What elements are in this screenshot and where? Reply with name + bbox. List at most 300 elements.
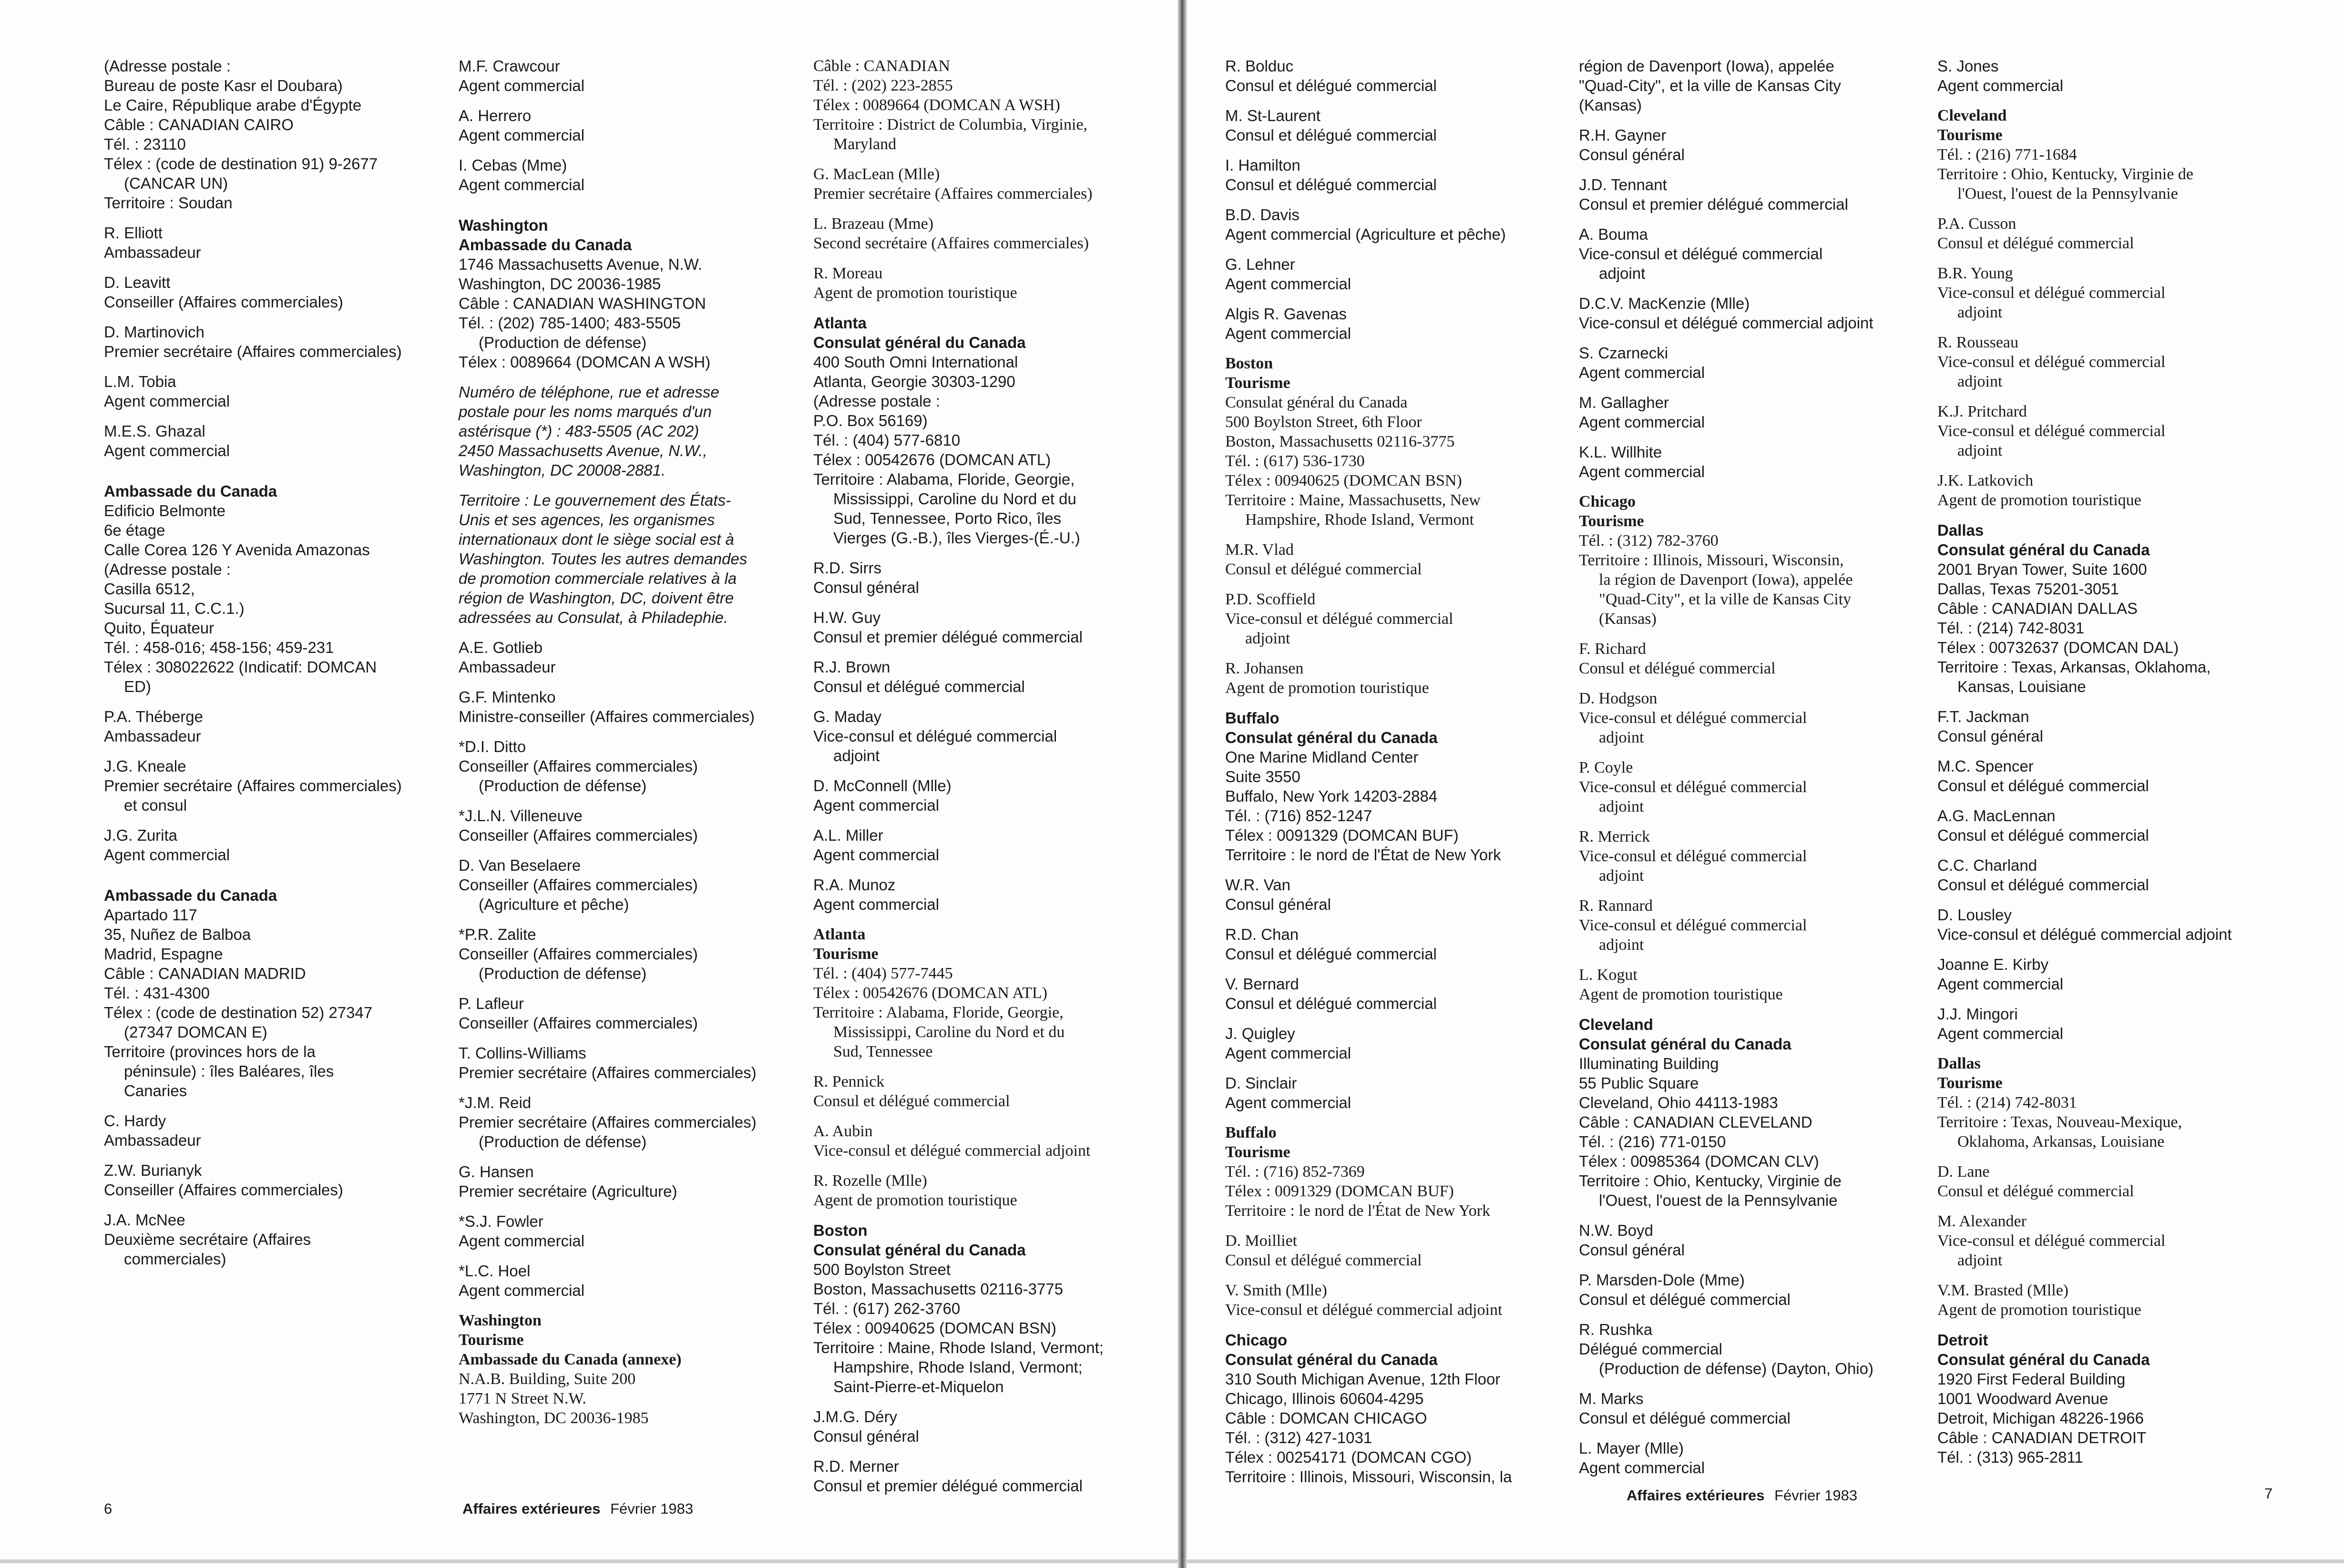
- entry-line: Mississippi, Caroline du Nord et du: [833, 490, 1076, 508]
- directory-entry: [813, 164, 1166, 204]
- directory-entry: [1579, 689, 1934, 747]
- entry-line: Consul et premier délégué commercial: [1579, 195, 1848, 213]
- directory-entry: [104, 825, 457, 865]
- entry-line: V.M. Brasted (Mlle): [1937, 1282, 2069, 1299]
- office-heading: [1937, 106, 2300, 145]
- directory-entry: [459, 925, 811, 983]
- entry-line: Conseiller (Affaires commerciales): [104, 1181, 343, 1199]
- entry-line: Quito, Équateur: [104, 619, 215, 637]
- entry-line: (CANCAR UN): [124, 174, 228, 192]
- directory-entry: [1579, 639, 1934, 678]
- entry-line: R. Pennick: [813, 1073, 885, 1090]
- right-footer: [1627, 1487, 1857, 1504]
- directory-entry: [104, 421, 457, 460]
- entry-line: Detroit, Michigan 48226-1966: [1937, 1409, 2144, 1427]
- entry-line: péninsule) : îles Baléares, îles: [124, 1062, 334, 1080]
- entry-line: Saint-Pierre-et-Miquelon: [833, 1378, 1004, 1395]
- entry-line: Consul général: [1579, 1241, 1685, 1259]
- entry-line: R. Rozelle (Mlle): [813, 1172, 927, 1190]
- entry-line: One Marine Midland Center: [1225, 748, 1419, 766]
- entry-line: G. Hansen: [459, 1163, 534, 1181]
- directory-entry: [813, 707, 1166, 765]
- directory-entry: [1579, 442, 1934, 481]
- entry-line: R. Bolduc: [1225, 57, 1294, 75]
- left-page-number: 6: [104, 1500, 113, 1517]
- entry-line: (Adresse postale :: [104, 57, 231, 75]
- left-column-2: [459, 56, 811, 1428]
- office-address: [1225, 1162, 1580, 1221]
- entry-line: J.G. Zurita: [104, 826, 178, 844]
- entry-line: Consul et délégué commercial: [1225, 560, 1422, 578]
- entry-line: Boston: [813, 1222, 868, 1239]
- entry-line: Télex : (code de destination 52) 27347: [104, 1004, 373, 1021]
- entry-line: Vice-consul et délégué commercial: [813, 727, 1057, 745]
- directory-entry: [1937, 707, 2300, 746]
- entry-line: Télex : 00542676 (DOMCAN ATL): [813, 451, 1051, 468]
- directory-entry: [104, 481, 457, 696]
- left-footer: [462, 1500, 693, 1517]
- entry-line: Z.W. Burianyk: [104, 1161, 202, 1179]
- entry-line: Câble : CANADIAN DALLAS: [1937, 600, 2138, 617]
- directory-entry: [459, 155, 811, 194]
- directory-entry: [104, 56, 457, 213]
- entry-line: Premier secrétaire (Affaires commerciales): [813, 185, 1093, 203]
- directory-entry: [1937, 1212, 2300, 1270]
- entry-line: K.L. Willhite: [1579, 443, 1662, 461]
- entry-line: Dallas, Texas 75201-3051: [1937, 580, 2119, 598]
- entry-line: *J.L.N. Villeneuve: [459, 807, 583, 825]
- entry-line: Consul et délégué commercial: [1225, 77, 1437, 94]
- entry-line: Délégué commercial: [1579, 1340, 1722, 1358]
- entry-line: Tourisme: [1937, 126, 2003, 144]
- directory-entry: [104, 756, 457, 815]
- directory-entry: [1579, 758, 1934, 816]
- entry-line: Consulat général du Canada: [1225, 394, 1408, 411]
- entry-line: Joanne E. Kirby: [1937, 956, 2048, 973]
- entry-line: S. Jones: [1937, 57, 1999, 75]
- directory-entry: [459, 855, 811, 914]
- entry-line: Câble : CANADIAN: [813, 57, 951, 75]
- directory-entry: [459, 382, 811, 480]
- entry-line: P. Coyle: [1579, 759, 1633, 776]
- office-address: [1937, 1093, 2300, 1151]
- entry-line: Télex : 0091329 (DOMCAN BUF): [1225, 826, 1459, 844]
- entry-line: Conseiller (Affaires commerciales): [104, 293, 343, 311]
- entry-line: Tél. : 23110: [104, 135, 186, 153]
- directory-entry: [1579, 393, 1934, 432]
- entry-line: R.D. Sirrs: [813, 559, 881, 577]
- entry-line: (Kansas): [1579, 96, 1642, 114]
- entry-line: 1920 First Federal Building: [1937, 1370, 2126, 1388]
- entry-line: adjoint: [1599, 265, 1646, 282]
- entry-line: Agent commercial: [813, 846, 940, 864]
- entry-line: l'Ouest, l'ouest de la Pennsylvanie: [1957, 185, 2178, 203]
- right-page-number: 7: [2264, 1485, 2273, 1502]
- directory-entry: [104, 1111, 457, 1150]
- entry-line: Consulat général du Canada: [1937, 1351, 2150, 1368]
- directory-entry: [1937, 1162, 2300, 1201]
- entry-line: Ambassade du Canada: [104, 886, 277, 904]
- directory-entry: [459, 1311, 811, 1428]
- entry-line: D. Sinclair: [1225, 1074, 1297, 1092]
- directory-entry: [1225, 106, 1580, 145]
- office-address: [1579, 1054, 1934, 1210]
- entry-line: Télex : 00940625 (DOMCAN BSN): [813, 1319, 1056, 1337]
- entry-line: (27347 DOMCAN E): [124, 1023, 267, 1041]
- entry-line: J.D. Tennant: [1579, 176, 1667, 193]
- directory-entry: [1937, 264, 2300, 322]
- entry-line: Télex : 00254171 (DOMCAN CGO): [1225, 1448, 1472, 1466]
- entry-line: J. Quigley: [1225, 1025, 1295, 1042]
- office-heading: [813, 1221, 1166, 1260]
- entry-line: Ambassadeur: [104, 244, 201, 261]
- entry-line: Conseiller (Affaires commerciales): [459, 1014, 698, 1032]
- entry-line: Vice-consul et délégué commercial: [1579, 916, 1807, 934]
- entry-line: N.A.B. Building, Suite 200: [459, 1370, 636, 1388]
- directory-entry: [813, 1171, 1166, 1210]
- entry-line: Le Caire, République arabe d'Égypte: [104, 96, 362, 114]
- directory-entry: [1579, 343, 1934, 382]
- entry-line: Tél. : (716) 852-7369: [1225, 1163, 1365, 1181]
- directory-entry: [1937, 214, 2300, 253]
- entry-line: Washington, DC 20008-2881.: [459, 461, 666, 479]
- entry-line: Agent commercial: [104, 392, 230, 410]
- entry-line: D. Lane: [1937, 1163, 1990, 1181]
- entry-line: R. Elliott: [104, 224, 163, 242]
- entry-line: 1001 Woodward Avenue: [1937, 1390, 2109, 1407]
- entry-line: Tél. : (216) 771-1684: [1937, 146, 2077, 163]
- entry-line: F.T. Jackman: [1937, 708, 2029, 725]
- entry-line: Tél. : 458-016; 458-156; 459-231: [104, 639, 334, 656]
- entry-line: Vice-consul et délégué commercial: [1225, 610, 1453, 628]
- directory-entry: [104, 372, 457, 411]
- directory-entry: [459, 490, 811, 627]
- entry-line: Câble : CANADIAN CAIRO: [104, 116, 294, 133]
- directory-entry: [813, 214, 1166, 253]
- directory-entry: [1225, 974, 1580, 1013]
- entry-line: et consul: [124, 796, 187, 814]
- entry-line: Illuminating Building: [1579, 1055, 1719, 1072]
- office-address: [1225, 747, 1580, 865]
- entry-line: Agent commercial: [459, 126, 585, 144]
- directory-entry: [1225, 255, 1580, 294]
- entry-line: P. Lafleur: [459, 995, 524, 1012]
- entry-line: G. Maday: [813, 708, 882, 725]
- entry-line: Cleveland, Ohio 44113-1983: [1579, 1094, 1778, 1111]
- entry-line: Consulat général du Canada: [1937, 541, 2150, 559]
- directory-entry: [1937, 756, 2300, 795]
- entry-line: Câble : DOMCAN CHICAGO: [1225, 1409, 1427, 1427]
- right-column-1: [1225, 56, 1580, 1487]
- entry-line: S. Czarnecki: [1579, 344, 1668, 362]
- entry-line: (Adresse postale :: [104, 560, 231, 578]
- directory-entry: [104, 886, 457, 1100]
- entry-line: Territoire : Maine, Rhode Island, Vermont;: [813, 1339, 1104, 1356]
- entry-line: Territoire : Le gouvernement des États-: [459, 491, 731, 509]
- footer-publication: Affaires extérieures: [1627, 1487, 1765, 1504]
- entry-line: Télex : 00985364 (DOMCAN CLV): [1579, 1152, 1819, 1170]
- directory-entry: [813, 56, 1166, 154]
- entry-line: M. Alexander: [1937, 1212, 2027, 1230]
- directory-entry: [813, 1121, 1166, 1161]
- entry-line: Cleveland: [1937, 107, 2007, 124]
- directory-entry: [104, 1210, 457, 1269]
- entry-line: Tél. : (617) 262-3760: [813, 1300, 961, 1317]
- directory-entry: [1225, 155, 1580, 194]
- entry-line: Vice-consul et délégué commercial: [1937, 284, 2166, 302]
- entry-line: Premier secrétaire (Affaires commerciales): [459, 1113, 757, 1131]
- entry-line: Tél. : (404) 577-7445: [813, 965, 953, 982]
- entry-line: Consulat général du Canada: [813, 334, 1026, 351]
- directory-entry: [1579, 896, 1934, 955]
- entry-line: Vice-consul et délégué commercial: [1937, 422, 2166, 440]
- directory-entry: [1937, 905, 2300, 944]
- entry-line: Territoire : Texas, Arkansas, Oklahoma,: [1937, 658, 2211, 676]
- directory-entry: [104, 273, 457, 312]
- entry-line: Agent de promotion touristique: [813, 284, 1017, 302]
- entry-line: Tourisme: [1579, 512, 1644, 530]
- office-heading: [1225, 354, 1580, 393]
- entry-line: (Production de défense): [479, 777, 647, 794]
- directory-entry: [1937, 1281, 2300, 1320]
- directory-entry: [1579, 224, 1934, 283]
- office-address: [1937, 560, 2300, 696]
- entry-line: Câble : CANADIAN WASHINGTON: [459, 295, 706, 312]
- entry-line: Numéro de téléphone, rue et adresse: [459, 383, 719, 401]
- directory-entry: [1937, 955, 2300, 994]
- entry-line: Consulat général du Canada: [1225, 729, 1438, 746]
- office-address: [1579, 531, 1934, 629]
- entry-line: Atlanta: [813, 926, 866, 943]
- entry-line: Consul général: [1937, 727, 2043, 745]
- entry-line: adjoint: [1957, 304, 2003, 321]
- entry-line: Detroit: [1937, 1331, 1988, 1349]
- directory-entry: [1579, 56, 1934, 115]
- entry-line: Agent commercial: [1937, 975, 2064, 993]
- entry-line: Télex : 00940625 (DOMCAN BSN): [1225, 472, 1462, 489]
- entry-line: Agent commercial (Agriculture et pêche): [1225, 225, 1506, 243]
- entry-line: Cleveland: [1579, 1016, 1653, 1033]
- directory-entry: [1225, 205, 1580, 244]
- entry-line: Consul et délégué commercial: [1579, 1291, 1791, 1308]
- entry-line: L. Brazeau (Mme): [813, 215, 934, 233]
- entry-line: *J.M. Reid: [459, 1094, 532, 1111]
- directory-entry: [813, 875, 1166, 914]
- directory-entry: [459, 737, 811, 795]
- entry-line: *L.C. Hoel: [459, 1262, 531, 1280]
- entry-line: Tél. : (312) 782-3760: [1579, 532, 1719, 550]
- entry-line: Suite 3550: [1225, 768, 1300, 785]
- entry-line: L. Kogut: [1579, 966, 1638, 984]
- entry-line: Agent commercial: [1937, 1025, 2064, 1042]
- office-heading: [1937, 1054, 2300, 1093]
- directory-entry: [459, 806, 811, 845]
- entry-line: Tél. : (313) 965-2811: [1937, 1448, 2083, 1466]
- entry-line: internationaux dont le siège social est à: [459, 530, 734, 548]
- entry-line: G.F. Mintenko: [459, 688, 556, 706]
- entry-line: Agent commercial: [1579, 413, 1705, 431]
- page-edge: [1187, 1559, 2344, 1563]
- footer-publication: Affaires extérieures: [462, 1500, 601, 1517]
- entry-line: Chicago: [1225, 1331, 1288, 1349]
- entry-line: R.J. Brown: [813, 658, 891, 676]
- directory-entry: [459, 1162, 811, 1201]
- entry-line: adjoint: [1957, 442, 2003, 459]
- entry-line: Tourisme: [1225, 374, 1290, 392]
- entry-line: Vice-consul et délégué commercial adjoint: [813, 1142, 1091, 1160]
- entry-line: Boston, Massachusetts 02116-3775: [813, 1280, 1064, 1298]
- entry-line: Tél. : (214) 742-8031: [1937, 1094, 2077, 1111]
- entry-line: J.M.G. Déry: [813, 1408, 898, 1425]
- entry-line: (Production de défense): [479, 965, 647, 982]
- entry-line: Buffalo: [1225, 1124, 1277, 1141]
- entry-line: Tél. : (404) 577-6810: [813, 431, 961, 449]
- entry-line: astérisque (*) : 483-5505 (AC 202): [459, 422, 699, 440]
- entry-line: L.M. Tobia: [104, 373, 176, 390]
- entry-line: l'Ouest, l'ouest de la Pennsylvanie: [1599, 1191, 1838, 1209]
- entry-line: J.G. Kneale: [104, 757, 186, 775]
- entry-line: Vierges (G.-B.), îles Vierges-(É.-U.): [833, 529, 1080, 547]
- entry-line: M. Marks: [1579, 1390, 1644, 1407]
- directory-entry: [813, 825, 1166, 865]
- entry-line: *P.R. Zalite: [459, 926, 536, 943]
- entry-line: R. Rushka: [1579, 1321, 1653, 1338]
- directory-entry: [1579, 1221, 1934, 1260]
- entry-line: Agent commercial: [813, 896, 940, 913]
- entry-line: 1746 Massachusetts Avenue, N.W.: [459, 255, 703, 273]
- entry-line: Ministre-conseiller (Affaires commerciales): [459, 708, 755, 725]
- entry-line: Ambassadeur: [104, 1131, 201, 1149]
- entry-line: Territoire : Illinois, Missouri, Wisconsin,: [1579, 551, 1844, 569]
- entry-line: Washington, DC 20036-1985: [459, 1409, 649, 1427]
- entry-line: Consul général: [813, 579, 919, 596]
- entry-line: J.A. McNee: [104, 1211, 185, 1229]
- entry-line: Câble : CANADIAN DETROIT: [1937, 1429, 2147, 1446]
- entry-line: Territoire : Alabama, Floride, Georgie,: [813, 470, 1075, 488]
- entry-line: Washington. Toutes les autres demandes: [459, 550, 747, 568]
- directory-entry: [1937, 402, 2300, 460]
- entry-line: Consul général: [1225, 896, 1331, 913]
- entry-line: (Adresse postale :: [813, 392, 940, 410]
- entry-line: Télex : 00542676 (DOMCAN ATL): [813, 984, 1048, 1002]
- entry-line: Chicago: [1579, 493, 1636, 510]
- entry-line: Agent commercial: [104, 442, 230, 459]
- entry-line: Conseiller (Affaires commerciales): [459, 757, 698, 775]
- office-address: [813, 964, 1166, 1061]
- entry-line: P.A. Théberge: [104, 708, 203, 725]
- directory-entry: [813, 1072, 1166, 1111]
- entry-line: C.C. Charland: [1937, 856, 2037, 874]
- entry-line: (Agriculture et pêche): [479, 896, 629, 913]
- entry-line: Conseiller (Affaires commerciales): [459, 945, 698, 963]
- entry-line: Tél. : (617) 536-1730: [1225, 452, 1365, 470]
- entry-line: Consul et premier délégué commercial: [813, 628, 1083, 646]
- directory-entry: [459, 994, 811, 1033]
- entry-line: Ambassade du Canada (annexe): [459, 1351, 682, 1368]
- entry-line: D.C.V. MacKenzie (Mlle): [1579, 295, 1750, 312]
- entry-line: Consul et délégué commercial: [1225, 995, 1437, 1012]
- entry-line: Territoire : Ohio, Kentucky, Virginie de: [1937, 165, 2193, 183]
- entry-line: I. Cebas (Mme): [459, 156, 567, 174]
- entry-line: Conseiller (Affaires commerciales): [459, 826, 698, 844]
- directory-entry: [1579, 1438, 1934, 1477]
- entry-line: Washington: [459, 216, 548, 234]
- entry-line: 1771 N Street N.W.: [459, 1390, 586, 1407]
- office-address: [813, 352, 1166, 548]
- entry-line: Vice-consul et délégué commercial: [1579, 245, 1823, 263]
- footer-date: Février 1983: [610, 1500, 694, 1517]
- office-address: [1225, 393, 1580, 529]
- entry-line: Agent commercial: [1225, 325, 1351, 342]
- book-gutter: [1177, 0, 1187, 1568]
- entry-line: N.W. Boyd: [1579, 1222, 1653, 1239]
- entry-line: adjoint: [1599, 867, 1644, 885]
- entry-line: "Quad-City", et la ville de Kansas City: [1599, 591, 1852, 608]
- entry-line: Agent de promotion touristique: [813, 1191, 1017, 1209]
- entry-line: Agent de promotion touristique: [1579, 986, 1783, 1003]
- entry-line: Buffalo: [1225, 709, 1279, 727]
- entry-line: Oklahoma, Arkansas, Louisiane: [1957, 1133, 2165, 1151]
- entry-line: Territoire : le nord de l'État de New York: [1225, 846, 1501, 864]
- entry-line: G. Lehner: [1225, 255, 1295, 273]
- entry-line: Atlanta: [813, 314, 867, 332]
- entry-line: 400 South Omni International: [813, 353, 1018, 371]
- entry-line: W.R. Van: [1225, 876, 1290, 894]
- entry-line: Vice-consul et délégué commercial: [1937, 353, 2166, 371]
- entry-line: R. Rousseau: [1937, 334, 2018, 351]
- entry-line: "Quad-City", et la ville de Kansas City: [1579, 77, 1841, 94]
- entry-line: adressées au Consulat, à Philadephie.: [459, 609, 728, 626]
- entry-line: *S.J. Fowler: [459, 1212, 543, 1230]
- entry-line: Agent commercial: [459, 1232, 585, 1250]
- directory-entry: [1225, 590, 1580, 648]
- entry-line: Canaries: [124, 1082, 187, 1100]
- entry-line: Ambassade du Canada: [104, 482, 277, 500]
- entry-line: Premier secrétaire (Affaires commerciales): [104, 343, 402, 360]
- entry-line: P.A. Cusson: [1937, 215, 2016, 233]
- entry-line: Deuxième secrétaire (Affaires: [104, 1231, 311, 1248]
- entry-line: Consul et délégué commercial: [1937, 876, 2149, 894]
- entry-line: A.E. Gotlieb: [459, 639, 543, 656]
- entry-line: A. Herrero: [459, 107, 532, 124]
- entry-line: commerciales): [124, 1250, 226, 1268]
- entry-line: B.R. Young: [1937, 265, 2013, 282]
- entry-line: Télex : (code de destination 91) 9-2677: [104, 155, 378, 173]
- entry-line: Agent commercial: [104, 846, 230, 864]
- entry-line: M.C. Spencer: [1937, 757, 2034, 775]
- directory-entry: [459, 106, 811, 145]
- entry-line: M. Gallagher: [1579, 394, 1669, 411]
- entry-line: Tél. : (214) 742-8031: [1937, 619, 2085, 637]
- office-heading: [813, 313, 1166, 352]
- directory-entry: [813, 264, 1166, 303]
- entry-line: Madrid, Espagne: [104, 945, 223, 963]
- entry-line: Consul et délégué commercial: [1225, 945, 1437, 963]
- entry-line: B.D. Davis: [1225, 206, 1300, 224]
- entry-line: Tourisme: [813, 945, 879, 963]
- entry-line: R.D. Chan: [1225, 926, 1299, 943]
- entry-line: P.D. Scoffield: [1225, 591, 1316, 608]
- entry-line: Atlanta, Georgie 30303-1290: [813, 373, 1015, 390]
- entry-line: Agent de promotion touristique: [1225, 679, 1429, 697]
- entry-line: Télex : 0089664 (DOMCAN A WSH): [813, 96, 1060, 114]
- directory-entry: [459, 687, 811, 726]
- entry-line: V. Bernard: [1225, 975, 1299, 993]
- entry-line: D. Martinovich: [104, 323, 205, 341]
- entry-line: Tourisme: [1225, 1143, 1290, 1161]
- entry-line: Calle Corea 126 Y Avenida Amazonas: [104, 541, 370, 559]
- entry-line: Washington, DC 20036-1985: [459, 275, 661, 293]
